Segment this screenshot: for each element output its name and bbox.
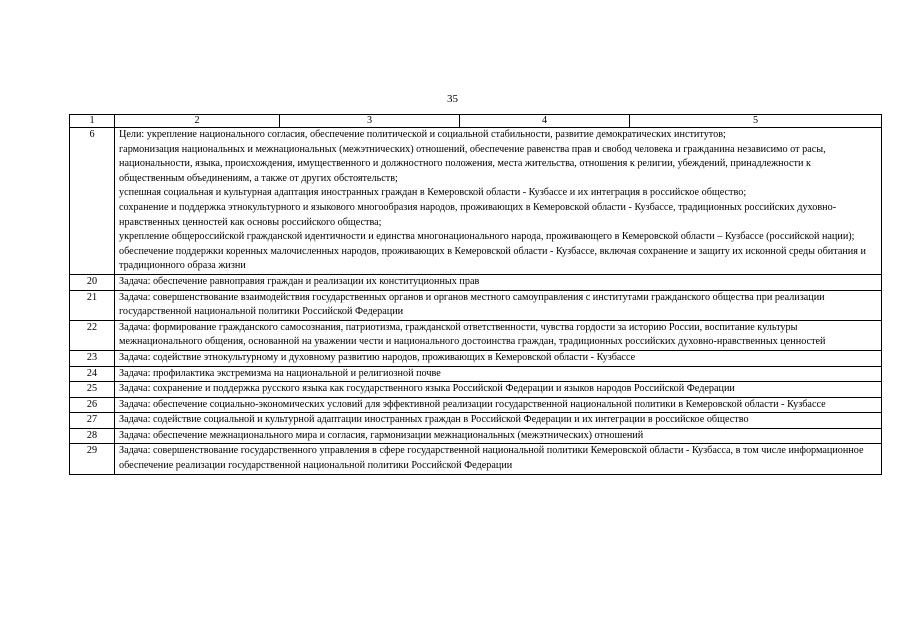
- table-row: [70, 397, 882, 413]
- row-number: 27: [70, 413, 115, 429]
- table-row-goals: [70, 128, 882, 275]
- row-number: 21: [70, 290, 115, 320]
- program-table: [69, 114, 882, 475]
- goal-paragraph: сохранение и поддержка этнокультурного и языкового многообразия народов, проживающих в Кемеровской области - Кузбассе, традиционных российских духовно-нравственных ценностей как основы российского общества;: [119, 201, 837, 228]
- header-col-3: 3: [280, 115, 460, 128]
- goal-paragraph: обеспечение поддержки коренных малочисленных народов, проживающих в Кемеровской области - Кузбассе, включая сохранение и защиту их исконной среды обитания и традиционного образа жизни: [119, 245, 866, 272]
- table-row: [70, 290, 882, 320]
- table-row: [70, 413, 882, 429]
- task-text: Задача: обеспечение равноправия граждан и реализации их конституционных прав: [115, 274, 882, 290]
- task-text: Задача: совершенствование государственного управления в сфере государственной национальной политики Кемеровской области - Кузбасса, в том числе информационное обеспечение реализации государственной национальной политики Российской Федерации: [115, 444, 882, 474]
- table-row: [70, 320, 882, 350]
- row-number: 20: [70, 274, 115, 290]
- row-number: 28: [70, 428, 115, 444]
- row-number: 25: [70, 382, 115, 398]
- goals-cell: [115, 128, 882, 275]
- table-row: [70, 382, 882, 398]
- row-number: 6: [70, 128, 115, 275]
- task-text: Задача: обеспечение межнационального мира и согласия, гармонизации межнациональных (межэтнических) отношений: [115, 428, 882, 444]
- table-header-row: [70, 115, 882, 128]
- task-text: Задача: профилактика экстремизма на национальной и религиозной почве: [115, 366, 882, 382]
- goal-paragraph: укрепление общероссийской гражданской идентичности и единства многонационального народа, проживающего в Кемеровской области – Кузбассе (российской нации);: [119, 231, 855, 243]
- row-number: 26: [70, 397, 115, 413]
- header-col-4: 4: [460, 115, 630, 128]
- row-number: 22: [70, 320, 115, 350]
- header-col-2: 2: [115, 115, 280, 128]
- table-row: [70, 350, 882, 366]
- task-text: Задача: сохранение и поддержка русского языка как государственного языка Российской Федерации и языков народов Российской Федерации: [115, 382, 882, 398]
- task-text: Задача: содействие этнокультурному и духовному развитию народов, проживающих в Кемеровской области - Кузбассе: [115, 350, 882, 366]
- task-text: Задача: совершенствование взаимодействия государственных органов и органов местного самоуправления с институтами гражданского общества при реализации государственной национальной политики Российской Федерации: [115, 290, 882, 320]
- table-row: [70, 274, 882, 290]
- table-row: [70, 428, 882, 444]
- row-number: 23: [70, 350, 115, 366]
- goal-paragraph: Цели: укрепление национального согласия, обеспечение политической и социальной стабильности, развитие демократических институтов;: [119, 129, 726, 140]
- goal-paragraph: успешная социальная и культурная адаптация иностранных граждан в Кемеровской области - Кузбассе и их интеграция в российское общество;: [119, 187, 747, 199]
- page-number: 35: [447, 93, 458, 105]
- table-row: [70, 366, 882, 382]
- row-number: 24: [70, 366, 115, 382]
- task-text: Задача: содействие социальной и культурной адаптации иностранных граждан в Российской Федерации и их интеграции в российское общество: [115, 413, 882, 429]
- header-col-1: 1: [70, 115, 115, 128]
- goal-paragraph: гармонизация национальных и межнациональных (межэтнических) отношений, обеспечение равенства прав и свобод человека и гражданина независимо от расы, национальности, языка, происхождения, имущественного и должностного положения, места жительства, отношения к религии, убеждений, принадлежности к общественным объединениям, а также от других обстоятельств;: [119, 143, 826, 184]
- table-row: [70, 444, 882, 474]
- header-col-5: 5: [630, 115, 882, 128]
- row-number: 29: [70, 444, 115, 474]
- task-text: Задача: обеспечение социально-экономических условий для эффективной реализации государственной национальной политики в Кемеровской области - Кузбассе: [115, 397, 882, 413]
- task-text: Задача: формирование гражданского самосознания, патриотизма, гражданской ответственности, чувства гордости за историю России, воспитание культуры межнационального общения, основанной на уважении чести и национального достоинства граждан, традиционных российских духовно-нравственных ценностей: [115, 320, 882, 350]
